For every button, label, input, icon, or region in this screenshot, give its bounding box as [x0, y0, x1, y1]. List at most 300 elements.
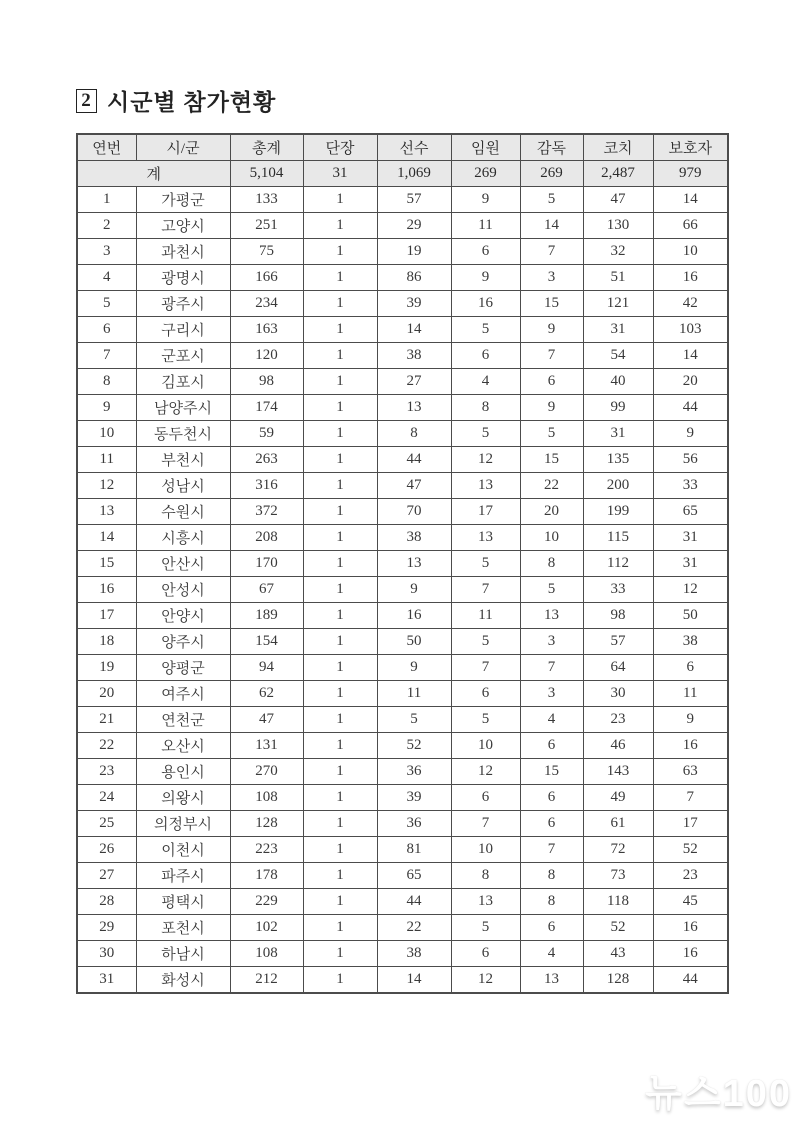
cell-총계: 47: [230, 707, 303, 733]
cell-임원: 8: [451, 863, 520, 889]
cell-선수: 14: [377, 967, 451, 994]
cell-임원: 5: [451, 421, 520, 447]
cell-감독: 7: [520, 239, 583, 265]
table-body: [77, 161, 728, 994]
cell-보호자: 50: [653, 603, 728, 629]
cell-시/군: 여주시: [136, 681, 230, 707]
total-cell-4: 269: [520, 161, 583, 187]
cell-코치: 47: [583, 187, 653, 213]
cell-시/군: 광명시: [136, 265, 230, 291]
cell-시/군: 수원시: [136, 499, 230, 525]
cell-보호자: 44: [653, 967, 728, 994]
cell-단장: 1: [303, 187, 377, 213]
page-title-text: 시군별 참가현황: [107, 90, 277, 115]
cell-선수: 86: [377, 265, 451, 291]
cell-선수: 38: [377, 941, 451, 967]
cell-시/군: 안양시: [136, 603, 230, 629]
cell-임원: 8: [451, 395, 520, 421]
cell-코치: 128: [583, 967, 653, 994]
cell-단장: 1: [303, 655, 377, 681]
cell-총계: 263: [230, 447, 303, 473]
table-row: [77, 629, 728, 655]
cell-코치: 57: [583, 629, 653, 655]
cell-선수: 8: [377, 421, 451, 447]
table-row: [77, 603, 728, 629]
cell-시/군: 구리시: [136, 317, 230, 343]
cell-시/군: 의왕시: [136, 785, 230, 811]
cell-연번: 27: [77, 863, 136, 889]
cell-총계: 131: [230, 733, 303, 759]
cell-연번: 16: [77, 577, 136, 603]
cell-단장: 1: [303, 915, 377, 941]
cell-보호자: 16: [653, 941, 728, 967]
cell-연번: 19: [77, 655, 136, 681]
cell-감독: 5: [520, 577, 583, 603]
cell-연번: 29: [77, 915, 136, 941]
total-cell-2: 1,069: [377, 161, 451, 187]
table-row: [77, 889, 728, 915]
table-row: [77, 785, 728, 811]
cell-보호자: 14: [653, 187, 728, 213]
column-header-0: 연번: [77, 134, 136, 161]
cell-선수: 38: [377, 525, 451, 551]
cell-단장: 1: [303, 239, 377, 265]
column-header-4: 선수: [377, 134, 451, 161]
cell-임원: 6: [451, 239, 520, 265]
cell-감독: 6: [520, 785, 583, 811]
cell-총계: 154: [230, 629, 303, 655]
cell-감독: 8: [520, 863, 583, 889]
cell-총계: 62: [230, 681, 303, 707]
cell-임원: 13: [451, 525, 520, 551]
cell-임원: 13: [451, 473, 520, 499]
cell-시/군: 화성시: [136, 967, 230, 994]
cell-코치: 99: [583, 395, 653, 421]
cell-보호자: 52: [653, 837, 728, 863]
table-row: [77, 525, 728, 551]
cell-선수: 52: [377, 733, 451, 759]
cell-코치: 54: [583, 343, 653, 369]
cell-코치: 72: [583, 837, 653, 863]
total-cell-6: 979: [653, 161, 728, 187]
cell-선수: 47: [377, 473, 451, 499]
cell-연번: 31: [77, 967, 136, 994]
cell-총계: 163: [230, 317, 303, 343]
cell-단장: 1: [303, 499, 377, 525]
cell-코치: 61: [583, 811, 653, 837]
cell-코치: 49: [583, 785, 653, 811]
cell-감독: 7: [520, 837, 583, 863]
cell-시/군: 성남시: [136, 473, 230, 499]
cell-임원: 12: [451, 759, 520, 785]
cell-감독: 15: [520, 447, 583, 473]
cell-보호자: 33: [653, 473, 728, 499]
cell-감독: 6: [520, 369, 583, 395]
cell-임원: 17: [451, 499, 520, 525]
cell-선수: 13: [377, 551, 451, 577]
cell-선수: 65: [377, 863, 451, 889]
cell-보호자: 7: [653, 785, 728, 811]
cell-임원: 5: [451, 317, 520, 343]
cell-보호자: 44: [653, 395, 728, 421]
cell-코치: 40: [583, 369, 653, 395]
cell-총계: 75: [230, 239, 303, 265]
cell-시/군: 연천군: [136, 707, 230, 733]
cell-총계: 212: [230, 967, 303, 994]
table-row: [77, 759, 728, 785]
cell-연번: 28: [77, 889, 136, 915]
cell-임원: 4: [451, 369, 520, 395]
cell-총계: 316: [230, 473, 303, 499]
cell-선수: 11: [377, 681, 451, 707]
table-row: [77, 863, 728, 889]
cell-연번: 17: [77, 603, 136, 629]
cell-연번: 21: [77, 707, 136, 733]
table-row: [77, 499, 728, 525]
page-title: [76, 84, 276, 117]
cell-선수: 36: [377, 811, 451, 837]
cell-연번: 30: [77, 941, 136, 967]
total-cell-5: 2,487: [583, 161, 653, 187]
table-row: [77, 967, 728, 994]
cell-총계: 178: [230, 863, 303, 889]
cell-단장: 1: [303, 603, 377, 629]
cell-감독: 7: [520, 655, 583, 681]
cell-임원: 16: [451, 291, 520, 317]
total-cell-0: 5,104: [230, 161, 303, 187]
cell-선수: 14: [377, 317, 451, 343]
table-row: [77, 239, 728, 265]
cell-선수: 39: [377, 291, 451, 317]
cell-연번: 7: [77, 343, 136, 369]
header-row: [77, 134, 728, 161]
cell-보호자: 9: [653, 421, 728, 447]
table-row: [77, 733, 728, 759]
column-header-8: 보호자: [653, 134, 728, 161]
column-header-3: 단장: [303, 134, 377, 161]
cell-단장: 1: [303, 577, 377, 603]
cell-코치: 30: [583, 681, 653, 707]
cell-감독: 22: [520, 473, 583, 499]
cell-시/군: 포천시: [136, 915, 230, 941]
cell-감독: 6: [520, 915, 583, 941]
cell-단장: 1: [303, 681, 377, 707]
cell-임원: 5: [451, 551, 520, 577]
cell-연번: 24: [77, 785, 136, 811]
cell-단장: 1: [303, 629, 377, 655]
cell-총계: 94: [230, 655, 303, 681]
cell-단장: 1: [303, 707, 377, 733]
cell-연번: 4: [77, 265, 136, 291]
cell-임원: 10: [451, 837, 520, 863]
cell-감독: 20: [520, 499, 583, 525]
cell-연번: 26: [77, 837, 136, 863]
cell-선수: 50: [377, 629, 451, 655]
cell-보호자: 16: [653, 265, 728, 291]
cell-감독: 13: [520, 603, 583, 629]
cell-코치: 46: [583, 733, 653, 759]
cell-단장: 1: [303, 837, 377, 863]
cell-시/군: 이천시: [136, 837, 230, 863]
cell-보호자: 45: [653, 889, 728, 915]
cell-감독: 14: [520, 213, 583, 239]
total-label: 계: [77, 161, 230, 187]
cell-총계: 108: [230, 941, 303, 967]
cell-보호자: 31: [653, 551, 728, 577]
cell-총계: 98: [230, 369, 303, 395]
cell-임원: 5: [451, 707, 520, 733]
column-header-6: 감독: [520, 134, 583, 161]
cell-연번: 12: [77, 473, 136, 499]
cell-총계: 133: [230, 187, 303, 213]
cell-연번: 20: [77, 681, 136, 707]
cell-감독: 5: [520, 421, 583, 447]
cell-감독: 7: [520, 343, 583, 369]
cell-감독: 9: [520, 395, 583, 421]
cell-감독: 6: [520, 811, 583, 837]
cell-연번: 22: [77, 733, 136, 759]
cell-보호자: 6: [653, 655, 728, 681]
cell-선수: 29: [377, 213, 451, 239]
table-row: [77, 421, 728, 447]
cell-코치: 52: [583, 915, 653, 941]
cell-총계: 223: [230, 837, 303, 863]
cell-선수: 9: [377, 577, 451, 603]
cell-감독: 3: [520, 629, 583, 655]
cell-연번: 1: [77, 187, 136, 213]
cell-선수: 57: [377, 187, 451, 213]
cell-선수: 44: [377, 889, 451, 915]
cell-임원: 9: [451, 187, 520, 213]
cell-단장: 1: [303, 447, 377, 473]
cell-보호자: 56: [653, 447, 728, 473]
cell-총계: 108: [230, 785, 303, 811]
cell-시/군: 파주시: [136, 863, 230, 889]
cell-시/군: 오산시: [136, 733, 230, 759]
cell-코치: 130: [583, 213, 653, 239]
title-number-box: 2: [76, 89, 97, 113]
cell-코치: 31: [583, 317, 653, 343]
cell-보호자: 20: [653, 369, 728, 395]
table-row: [77, 707, 728, 733]
cell-총계: 251: [230, 213, 303, 239]
table-row: [77, 317, 728, 343]
total-cell-3: 269: [451, 161, 520, 187]
cell-임원: 5: [451, 629, 520, 655]
cell-코치: 64: [583, 655, 653, 681]
cell-임원: 6: [451, 343, 520, 369]
cell-선수: 81: [377, 837, 451, 863]
cell-감독: 9: [520, 317, 583, 343]
cell-보호자: 42: [653, 291, 728, 317]
cell-선수: 36: [377, 759, 451, 785]
cell-선수: 27: [377, 369, 451, 395]
cell-코치: 199: [583, 499, 653, 525]
table-row: [77, 915, 728, 941]
cell-코치: 118: [583, 889, 653, 915]
cell-임원: 5: [451, 915, 520, 941]
cell-연번: 10: [77, 421, 136, 447]
cell-코치: 115: [583, 525, 653, 551]
cell-시/군: 시흥시: [136, 525, 230, 551]
cell-코치: 135: [583, 447, 653, 473]
cell-감독: 8: [520, 889, 583, 915]
column-header-7: 코치: [583, 134, 653, 161]
cell-총계: 234: [230, 291, 303, 317]
cell-시/군: 평택시: [136, 889, 230, 915]
table-row: [77, 837, 728, 863]
cell-임원: 12: [451, 447, 520, 473]
cell-임원: 13: [451, 889, 520, 915]
cell-단장: 1: [303, 525, 377, 551]
cell-단장: 1: [303, 863, 377, 889]
cell-총계: 170: [230, 551, 303, 577]
cell-연번: 25: [77, 811, 136, 837]
cell-코치: 31: [583, 421, 653, 447]
cell-보호자: 103: [653, 317, 728, 343]
cell-선수: 16: [377, 603, 451, 629]
cell-보호자: 63: [653, 759, 728, 785]
cell-연번: 23: [77, 759, 136, 785]
table-row: [77, 655, 728, 681]
cell-연번: 6: [77, 317, 136, 343]
table-row: [77, 811, 728, 837]
cell-임원: 11: [451, 603, 520, 629]
column-header-2: 총계: [230, 134, 303, 161]
cell-감독: 8: [520, 551, 583, 577]
cell-코치: 51: [583, 265, 653, 291]
cell-총계: 120: [230, 343, 303, 369]
cell-선수: 44: [377, 447, 451, 473]
cell-단장: 1: [303, 291, 377, 317]
cell-연번: 5: [77, 291, 136, 317]
cell-시/군: 고양시: [136, 213, 230, 239]
cell-임원: 12: [451, 967, 520, 994]
cell-연번: 11: [77, 447, 136, 473]
cell-코치: 112: [583, 551, 653, 577]
cell-시/군: 양주시: [136, 629, 230, 655]
cell-단장: 1: [303, 395, 377, 421]
cell-보호자: 31: [653, 525, 728, 551]
cell-보호자: 66: [653, 213, 728, 239]
cell-선수: 38: [377, 343, 451, 369]
cell-시/군: 하남시: [136, 941, 230, 967]
table-header: [77, 134, 728, 161]
cell-보호자: 16: [653, 915, 728, 941]
cell-시/군: 의정부시: [136, 811, 230, 837]
cell-총계: 208: [230, 525, 303, 551]
table-row: [77, 577, 728, 603]
total-cell-1: 31: [303, 161, 377, 187]
cell-시/군: 양평군: [136, 655, 230, 681]
cell-시/군: 가평군: [136, 187, 230, 213]
cell-단장: 1: [303, 473, 377, 499]
cell-선수: 13: [377, 395, 451, 421]
cell-총계: 270: [230, 759, 303, 785]
cell-코치: 32: [583, 239, 653, 265]
table-row: [77, 551, 728, 577]
cell-보호자: 9: [653, 707, 728, 733]
cell-코치: 143: [583, 759, 653, 785]
cell-감독: 15: [520, 759, 583, 785]
cell-임원: 6: [451, 785, 520, 811]
cell-임원: 7: [451, 811, 520, 837]
table-row: [77, 941, 728, 967]
cell-감독: 13: [520, 967, 583, 994]
cell-총계: 174: [230, 395, 303, 421]
news100-watermark: 뉴스100: [645, 1073, 792, 1115]
cell-코치: 73: [583, 863, 653, 889]
cell-보호자: 10: [653, 239, 728, 265]
cell-시/군: 용인시: [136, 759, 230, 785]
cell-선수: 70: [377, 499, 451, 525]
cell-보호자: 12: [653, 577, 728, 603]
column-header-5: 임원: [451, 134, 520, 161]
cell-연번: 8: [77, 369, 136, 395]
cell-시/군: 안성시: [136, 577, 230, 603]
cell-연번: 13: [77, 499, 136, 525]
cell-보호자: 65: [653, 499, 728, 525]
cell-단장: 1: [303, 265, 377, 291]
cell-시/군: 군포시: [136, 343, 230, 369]
table-row: [77, 681, 728, 707]
cell-총계: 59: [230, 421, 303, 447]
cell-단장: 1: [303, 941, 377, 967]
table-row: [77, 291, 728, 317]
cell-보호자: 17: [653, 811, 728, 837]
cell-연번: 15: [77, 551, 136, 577]
table-row: [77, 265, 728, 291]
cell-총계: 372: [230, 499, 303, 525]
cell-감독: 6: [520, 733, 583, 759]
participation-table: [76, 133, 729, 994]
cell-코치: 121: [583, 291, 653, 317]
cell-총계: 102: [230, 915, 303, 941]
cell-단장: 1: [303, 733, 377, 759]
table-row: [77, 187, 728, 213]
cell-선수: 39: [377, 785, 451, 811]
total-row: [77, 161, 728, 187]
cell-임원: 10: [451, 733, 520, 759]
table-row: [77, 473, 728, 499]
cell-코치: 23: [583, 707, 653, 733]
cell-총계: 128: [230, 811, 303, 837]
cell-보호자: 16: [653, 733, 728, 759]
cell-시/군: 부천시: [136, 447, 230, 473]
cell-총계: 67: [230, 577, 303, 603]
cell-단장: 1: [303, 421, 377, 447]
cell-보호자: 14: [653, 343, 728, 369]
cell-단장: 1: [303, 967, 377, 994]
cell-총계: 189: [230, 603, 303, 629]
cell-단장: 1: [303, 551, 377, 577]
cell-시/군: 남양주시: [136, 395, 230, 421]
cell-총계: 166: [230, 265, 303, 291]
cell-코치: 33: [583, 577, 653, 603]
cell-임원: 9: [451, 265, 520, 291]
table-row: [77, 213, 728, 239]
cell-총계: 229: [230, 889, 303, 915]
cell-선수: 22: [377, 915, 451, 941]
cell-단장: 1: [303, 785, 377, 811]
cell-단장: 1: [303, 811, 377, 837]
cell-임원: 7: [451, 655, 520, 681]
cell-임원: 7: [451, 577, 520, 603]
cell-시/군: 광주시: [136, 291, 230, 317]
cell-단장: 1: [303, 369, 377, 395]
cell-시/군: 과천시: [136, 239, 230, 265]
cell-보호자: 38: [653, 629, 728, 655]
